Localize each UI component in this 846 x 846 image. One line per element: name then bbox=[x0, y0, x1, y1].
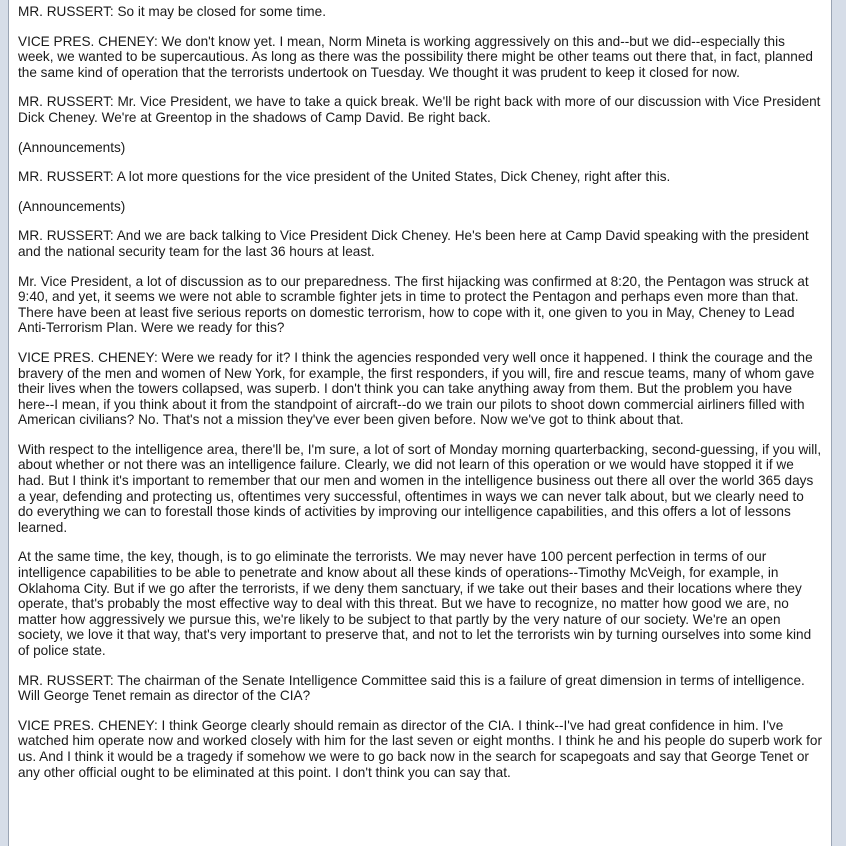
transcript-paragraph: MR. RUSSERT: And we are back talking to Vice President Dick Cheney. He's been here at Camp David speaking with the president and the national security team for the last 36 hours at least. bbox=[18, 228, 809, 259]
transcript-paragraph: At the same time, the key, though, is to go eliminate the terrorists. We may never have 100 percent perfection in terms of our intelligence capabilities to be able to penetrate and know about all these kinds of operations--Timothy McVeigh, for example, in Oklahoma City. But if we go after the terrorists, if we deny them sanctuary, if we take out their bases and their locations where they operate, that's probably the most effective way to deal with this threat. But we have to recognize, no matter how good we are, no matter how aggressively we pursue this, we're likely to be subject to that partly by the very nature of our society. We're an open society, we love it that way, that's very important to preserve that, and not to let the terrorists win by turning ourselves into some kind of police state. bbox=[18, 549, 812, 658]
transcript-paragraph: VICE PRES. CHENEY: We don't know yet. I mean, Norm Mineta is working aggressively on this and--but we did--especially this week, we wanted to be supercautious. As long as there was the possibility there might be other teams out there that, in fact, planned the same kind of operation that the terrorists undertook on Tuesday. We thought it was prudent to keep it closed for now. bbox=[18, 33, 813, 80]
transcript-paragraph: MR. RUSSERT: So it may be closed for some time. bbox=[18, 4, 326, 19]
document-page bbox=[8, 0, 832, 846]
transcript-paragraph: VICE PRES. CHENEY: Were we ready for it? I think the agencies responded very well once it happened. I think the courage and the bravery of the men and women of New York, for example, the first responders, if you will, fire and rescue teams, many of whom gave their lives when the towers collapsed, was superb. I don't think you can take anything away from them. But the problem you have here--I mean, if you think about it from the standpoint of aircraft--do we train our pilots to shoot down commercial airliners filled with American civilians? No. That's not a mission they've ever been given before. Now we've got to think about that. bbox=[18, 349, 815, 428]
transcript-paragraph: VICE PRES. CHENEY: I think George clearly should remain as director of the CIA. I think--I've had great confidence in him. I've watched him operate now and worked closely with him for the last seven or eight months. I think he and his people do superb work for us. And I think it would be a tragedy if somehow we were to go back now in the search for scapegoats and say that George Tenet or any other official ought to be eliminated at this point. I don't think you can say that. bbox=[18, 717, 822, 780]
transcript-body bbox=[9, 0, 831, 780]
transcript-paragraph: MR. RUSSERT: The chairman of the Senate Intelligence Committee said this is a failure of great dimension in terms of intelligence. Will George Tenet remain as director of the CIA? bbox=[18, 672, 805, 704]
transcript-paragraph: MR. RUSSERT: A lot more questions for the vice president of the United States, Dick Cheney, right after this. bbox=[18, 169, 671, 185]
transcript-paragraph: (Announcements) bbox=[18, 139, 126, 155]
transcript-paragraph: Mr. Vice President, a lot of discussion as to our preparedness. The first hijacking was confirmed at 8:20, the Pentagon was struck at 9:40, and yet, it seems we were not able to scramble fighter jets in time to protect the Pentagon and perhaps even more than that. There have been at least five serious reports on domestic terrorism, how to cope with it, one given to you in May, Cheney to Lead Anti-Terrorism Plan. Were we ready for this? bbox=[18, 273, 809, 336]
transcript-paragraph: With respect to the intelligence area, there'll be, I'm sure, a lot of sort of Monday morning quarterbacking, second-guessing, if you will, about whether or not there was an intelligence failure. Clearly, we did not learn of this operation or we would have stopped it if we had. But I think it's important to remember that our men and women in the intelligence business out there all over the world 365 days a year, defending and protecting us, oftentimes very successful, oftentimes in ways we can never talk about, but we clearly need to do everything we can to forestall those kinds of activities by improving our intelligence capabilities, and this offers a lot of lessons learned. bbox=[18, 441, 822, 535]
transcript-paragraph: MR. RUSSERT: Mr. Vice President, we have to take a quick break. We'll be right back with more of our discussion with Vice President Dick Cheney. We're at Greentop in the shadows of Camp David. Be right back. bbox=[18, 94, 821, 125]
transcript-paragraph: (Announcements) bbox=[18, 198, 126, 214]
